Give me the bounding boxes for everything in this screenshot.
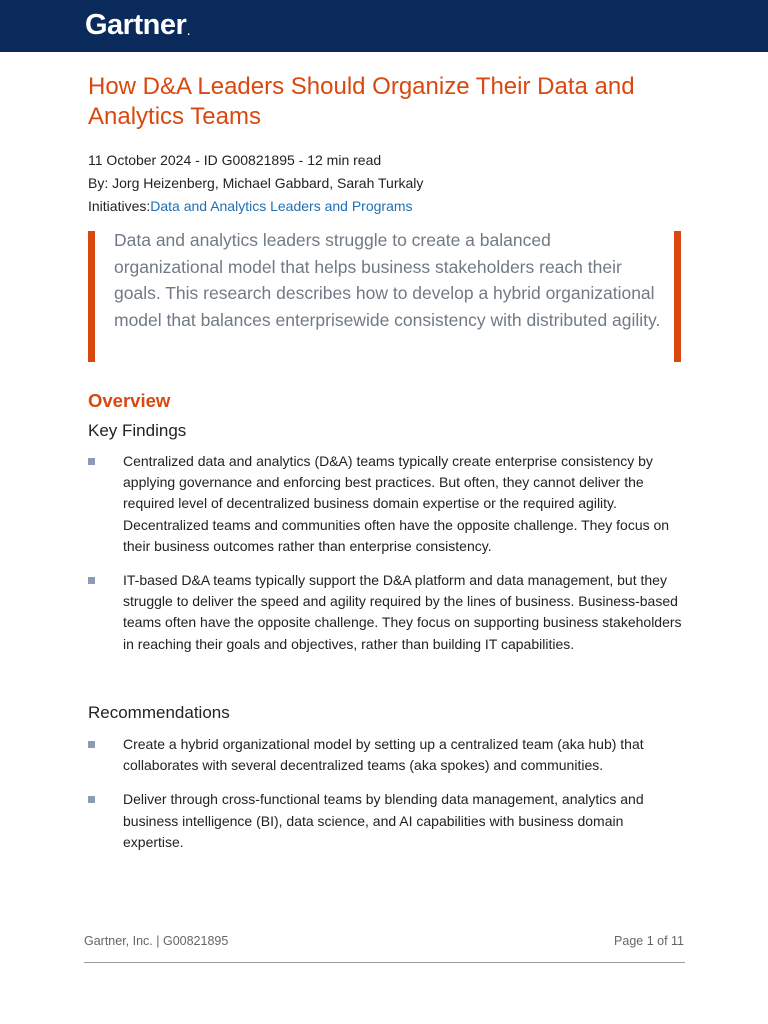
initiatives-link[interactable]: Data and Analytics Leaders and Programs bbox=[150, 198, 413, 214]
summary-text: Data and analytics leaders struggle to create a balanced organizational model that helps business stakeholders reach their goals. This research describes how to develop a hybrid organizational model that balances enterprisewide consistency with distributed agility. bbox=[114, 230, 661, 330]
footer-source: Gartner, Inc. | G00821895 bbox=[84, 934, 229, 948]
logo-text: Gartner bbox=[85, 9, 187, 41]
list-item-text: Deliver through cross-functional teams by blending data management, analytics and business intelligence (BI), data science, and AI capabilities with business domain expertise. bbox=[123, 791, 644, 850]
list-item-text: Create a hybrid organizational model by setting up a centralized team (aka hub) that collaborates with several decentralized teams (aka spokes) and communities. bbox=[123, 736, 644, 774]
list-item-text: IT-based D&A teams typically support the D&A platform and data management, but they struggle to deliver the speed and agility required by the lines of business. Business-based teams often have the opposite challenge. They focus on supporting business stakeholders in reaching their goals and objectives, rather than building IT capabilities. bbox=[123, 572, 682, 652]
initiatives-label: Initiatives: bbox=[88, 198, 151, 214]
key-findings-heading: Key Findings bbox=[88, 421, 187, 440]
recommendations-heading: Recommendations bbox=[88, 703, 230, 722]
publish-info: 11 October 2024 - ID G00821895 - 12 min read bbox=[88, 152, 382, 168]
footer-divider bbox=[84, 962, 685, 963]
bullet-square-icon bbox=[88, 458, 95, 465]
bullet-square-icon bbox=[88, 741, 95, 748]
document-title: How D&A Leaders Should Organize Their Data and Analytics Teams bbox=[88, 73, 635, 130]
body-sections bbox=[88, 0, 684, 1024]
list-item-text: Centralized data and analytics (D&A) teams typically create enterprise consistency by applying governance and enforcing best practices. But often, they cannot deliver the required level of decentralized business domain expertise or the required agility. Decentralized teams and communities often have the opposite challenge. They focus on their business outcomes rather than enterprise consistency. bbox=[123, 453, 670, 554]
bullet-square-icon bbox=[88, 796, 95, 803]
page-number: Page 1 of 11 bbox=[614, 934, 684, 948]
list-item bbox=[88, 789, 684, 853]
bullet-square-icon bbox=[88, 577, 95, 584]
logo-mark: . bbox=[187, 27, 190, 38]
key-findings-list bbox=[88, 451, 684, 655]
overview-heading: Overview bbox=[88, 390, 171, 411]
recommendations-list bbox=[88, 734, 684, 853]
list-item bbox=[88, 570, 684, 655]
list-item bbox=[88, 451, 684, 557]
authors: By: Jorg Heizenberg, Michael Gabbard, Sarah Turkaly bbox=[88, 175, 424, 191]
list-item bbox=[88, 734, 684, 776]
